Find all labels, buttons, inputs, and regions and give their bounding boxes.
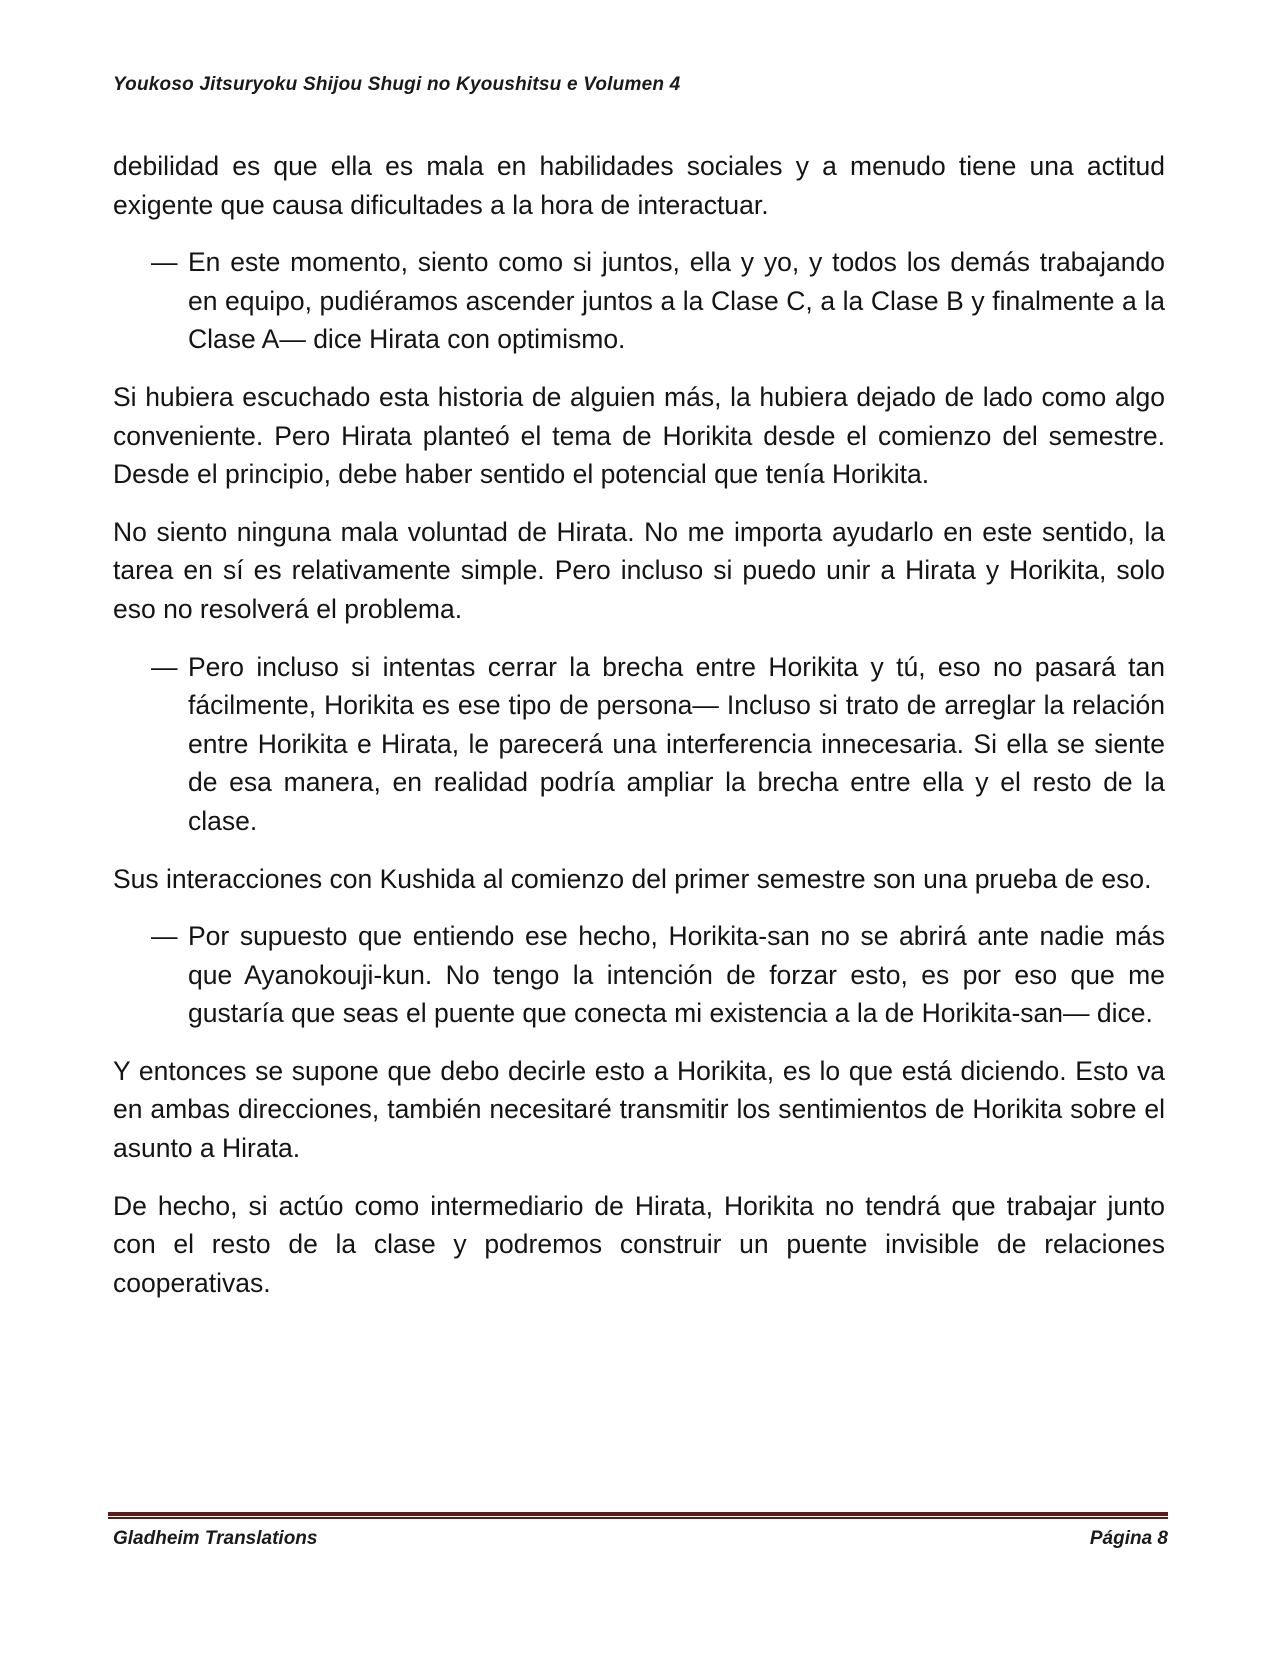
dialogue-text: En este momento, siento como si juntos, ella y yo, y todos los demás trabajando en equipo, pudiéramos ascender juntos a la Clase C, a la Clase B y finalmente a la Clase A— dice Hirata con optimismo.: [188, 247, 1165, 355]
footer-divider: [108, 1512, 1168, 1519]
dialogue-line: [113, 648, 1165, 841]
paragraph: De hecho, si actúo como intermediario de Hirata, Horikita no tendrá que trabajar junto con el resto de la clase y podremos construir un puente invisible de relaciones cooperativas.: [113, 1190, 1165, 1298]
dialogue-text: Por supuesto que entiendo ese hecho, Horikita-san no se abrirá ante nadie más que Ayanokouji-kun. No tengo la intención de forzar esto, es por eso que me gustaría que seas el puente que conecta mi existencia a la de Horikita-san— dice.: [188, 921, 1165, 1029]
page-body: [113, 147, 1165, 1321]
dialogue-line: [113, 243, 1165, 359]
page-header-title: Youkoso Jitsuryoku Shijou Shugi no Kyoushitsu e Volumen 4: [113, 74, 681, 95]
footer-page-number: Página 8: [1089, 1528, 1168, 1549]
footer-translator-credit: Gladheim Translations: [113, 1528, 318, 1549]
paragraph: debilidad es que ella es mala en habilidades sociales y a menudo tiene una actitud exigente que causa dificultades a la hora de interactuar.: [113, 151, 1165, 220]
dialogue-line: [113, 917, 1165, 1033]
paragraph: Y entonces se supone que debo decirle esto a Horikita, es lo que está diciendo. Esto va en ambas direcciones, también necesitaré transmitir los sentimientos de Horikita sobre el asunto a Hirata.: [113, 1055, 1165, 1164]
dialogue-dash: —: [151, 921, 178, 952]
dialogue-dash: —: [151, 651, 178, 682]
paragraph: Si hubiera escuchado esta historia de alguien más, la hubiera dejado de lado como algo conveniente. Pero Hirata planteó el tema de Horikita desde el comienzo del semestre. Desde el principio, debe haber sentido el potencial que tenía Horikita.: [113, 381, 1165, 490]
paragraph: No siento ninguna mala voluntad de Hirata. No me importa ayudarlo en este sentido, la tarea en sí es relativamente simple. Pero incluso si puedo unir a Hirata y Horikita, solo eso no resolverá el problema.: [113, 516, 1165, 624]
footer-divider-thin: [108, 1517, 1168, 1519]
dialogue-dash: —: [151, 247, 178, 278]
footer-divider-thick: [108, 1512, 1168, 1516]
dialogue-text: Pero incluso si intentas cerrar la brecha entre Horikita y tú, eso no pasará tan fácilmente, Horikita es ese tipo de persona— Incluso si trato de arreglar la relación entre Horikita e Hirata, le parecerá una interferencia innecesaria. Si ella se siente de esa manera, en realidad podría ampliar la brecha entre ella y el resto de la clase.: [188, 651, 1165, 836]
paragraph: Sus interacciones con Kushida al comienzo del primer semestre son una prueba de eso.: [113, 863, 1152, 894]
